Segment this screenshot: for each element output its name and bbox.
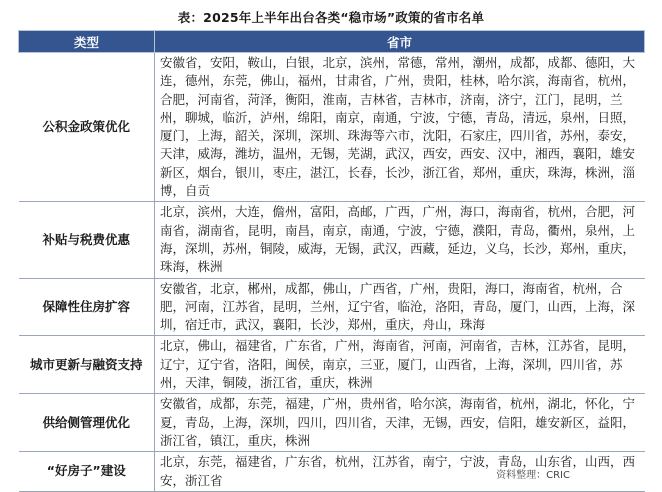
source-note: 资料整理：CRIC [496, 470, 570, 481]
table-row [19, 336, 645, 394]
table-row [19, 53, 645, 202]
policy-type-cell: 保障性住房扩容 [19, 278, 155, 336]
city-list-cell: 安徽省，成都，东莞，福建，广州，贵州省，哈尔滨，海南省，杭州，湖北，怀化，宁夏，青岛，上海，深圳，四川，四川省，天津，无锡，西安，信阳，雄安新区，益阳，浙江省，镇江，重庆，株洲 [155, 394, 645, 452]
page-title: 表：2025年上半年出台各类“稳市场”政策的省市名单 [177, 10, 485, 25]
table-row [19, 202, 645, 278]
table-header-row [19, 31, 645, 53]
column-header-cities: 省市 [155, 31, 645, 53]
city-list-cell: 北京，滨州，大连，儋州，富阳，高邮，广西，广州，海口，海南省，杭州，合肥，河南省，湖南省，昆明，南昌，南京，南通，宁波，宁德，濮阳，青岛，衢州，泉州，上海，深圳，苏州，铜陵，威海，无锡，武汉，西藏，延边，义乌，长沙，郑州，重庆，珠海，株洲 [155, 202, 645, 278]
policy-type-cell: 补贴与税费优惠 [19, 202, 155, 278]
city-list-cell: 安徽省，安阳，鞍山，白银，北京，滨州，常德，常州，潮州，成都，成都、德阳，大连，德州，东莞，佛山，福州，甘肃省，广州，贵阳，桂林，哈尔滨，海南省，杭州，合肥，河南省，菏泽，衡阳，淮南，吉林省，吉林市，济南，济宁，江门，昆明，兰州，聊城，临沂，泸州，绵阳，南京，南通，宁波，宁德，青岛，清远，泉州，日照，厦门，上海，韶关，深圳，深圳、珠海等六市，沈阳，石家庄，四川省，苏州，泰安，天津，威海，潍坊，温州，无锡，芜湖，武汉，西安，西安、汉中，湘西，襄阳，雄安新区，烟台，银川，枣庄，湛江，长春，长沙，浙江省，郑州，重庆，珠海，株洲，淄博，自贡 [155, 53, 645, 202]
city-list-cell: 北京，东莞，福建省，广东省，杭州，江苏省，南宁，宁波，青岛，山东省，山西，西安，浙江省 [155, 452, 645, 492]
policy-table [18, 30, 645, 492]
policy-type-cell: 供给侧管理优化 [19, 394, 155, 452]
table-row [19, 278, 645, 336]
policy-type-cell: “好房子”建设 [19, 452, 155, 492]
policy-type-cell: 公积金政策优化 [19, 53, 155, 202]
city-list-cell: 北京，佛山，福建省，广东省，广州，海南省，河南，河南省，吉林，江苏省，昆明，辽宁，辽宁省，洛阳，闽侯，南京，三亚，厦门，山西省，上海，深圳，四川省，苏州，天津，铜陵，浙江省，重庆，株洲 [155, 336, 645, 394]
city-list-cell: 安徽省，北京，郴州，成都，佛山，广西省，广州，贵阳，海口，海南省，杭州，合肥，河南，江苏省，昆明，兰州，辽宁省，临沧，洛阳，青岛，厦门，山西，上海，深圳，宿迁市，武汉，襄阳，长沙，郑州，重庆，舟山，珠海 [155, 278, 645, 336]
table-row [19, 394, 645, 452]
policy-type-cell: 城市更新与融资支持 [19, 336, 155, 394]
column-header-type: 类型 [19, 31, 155, 53]
